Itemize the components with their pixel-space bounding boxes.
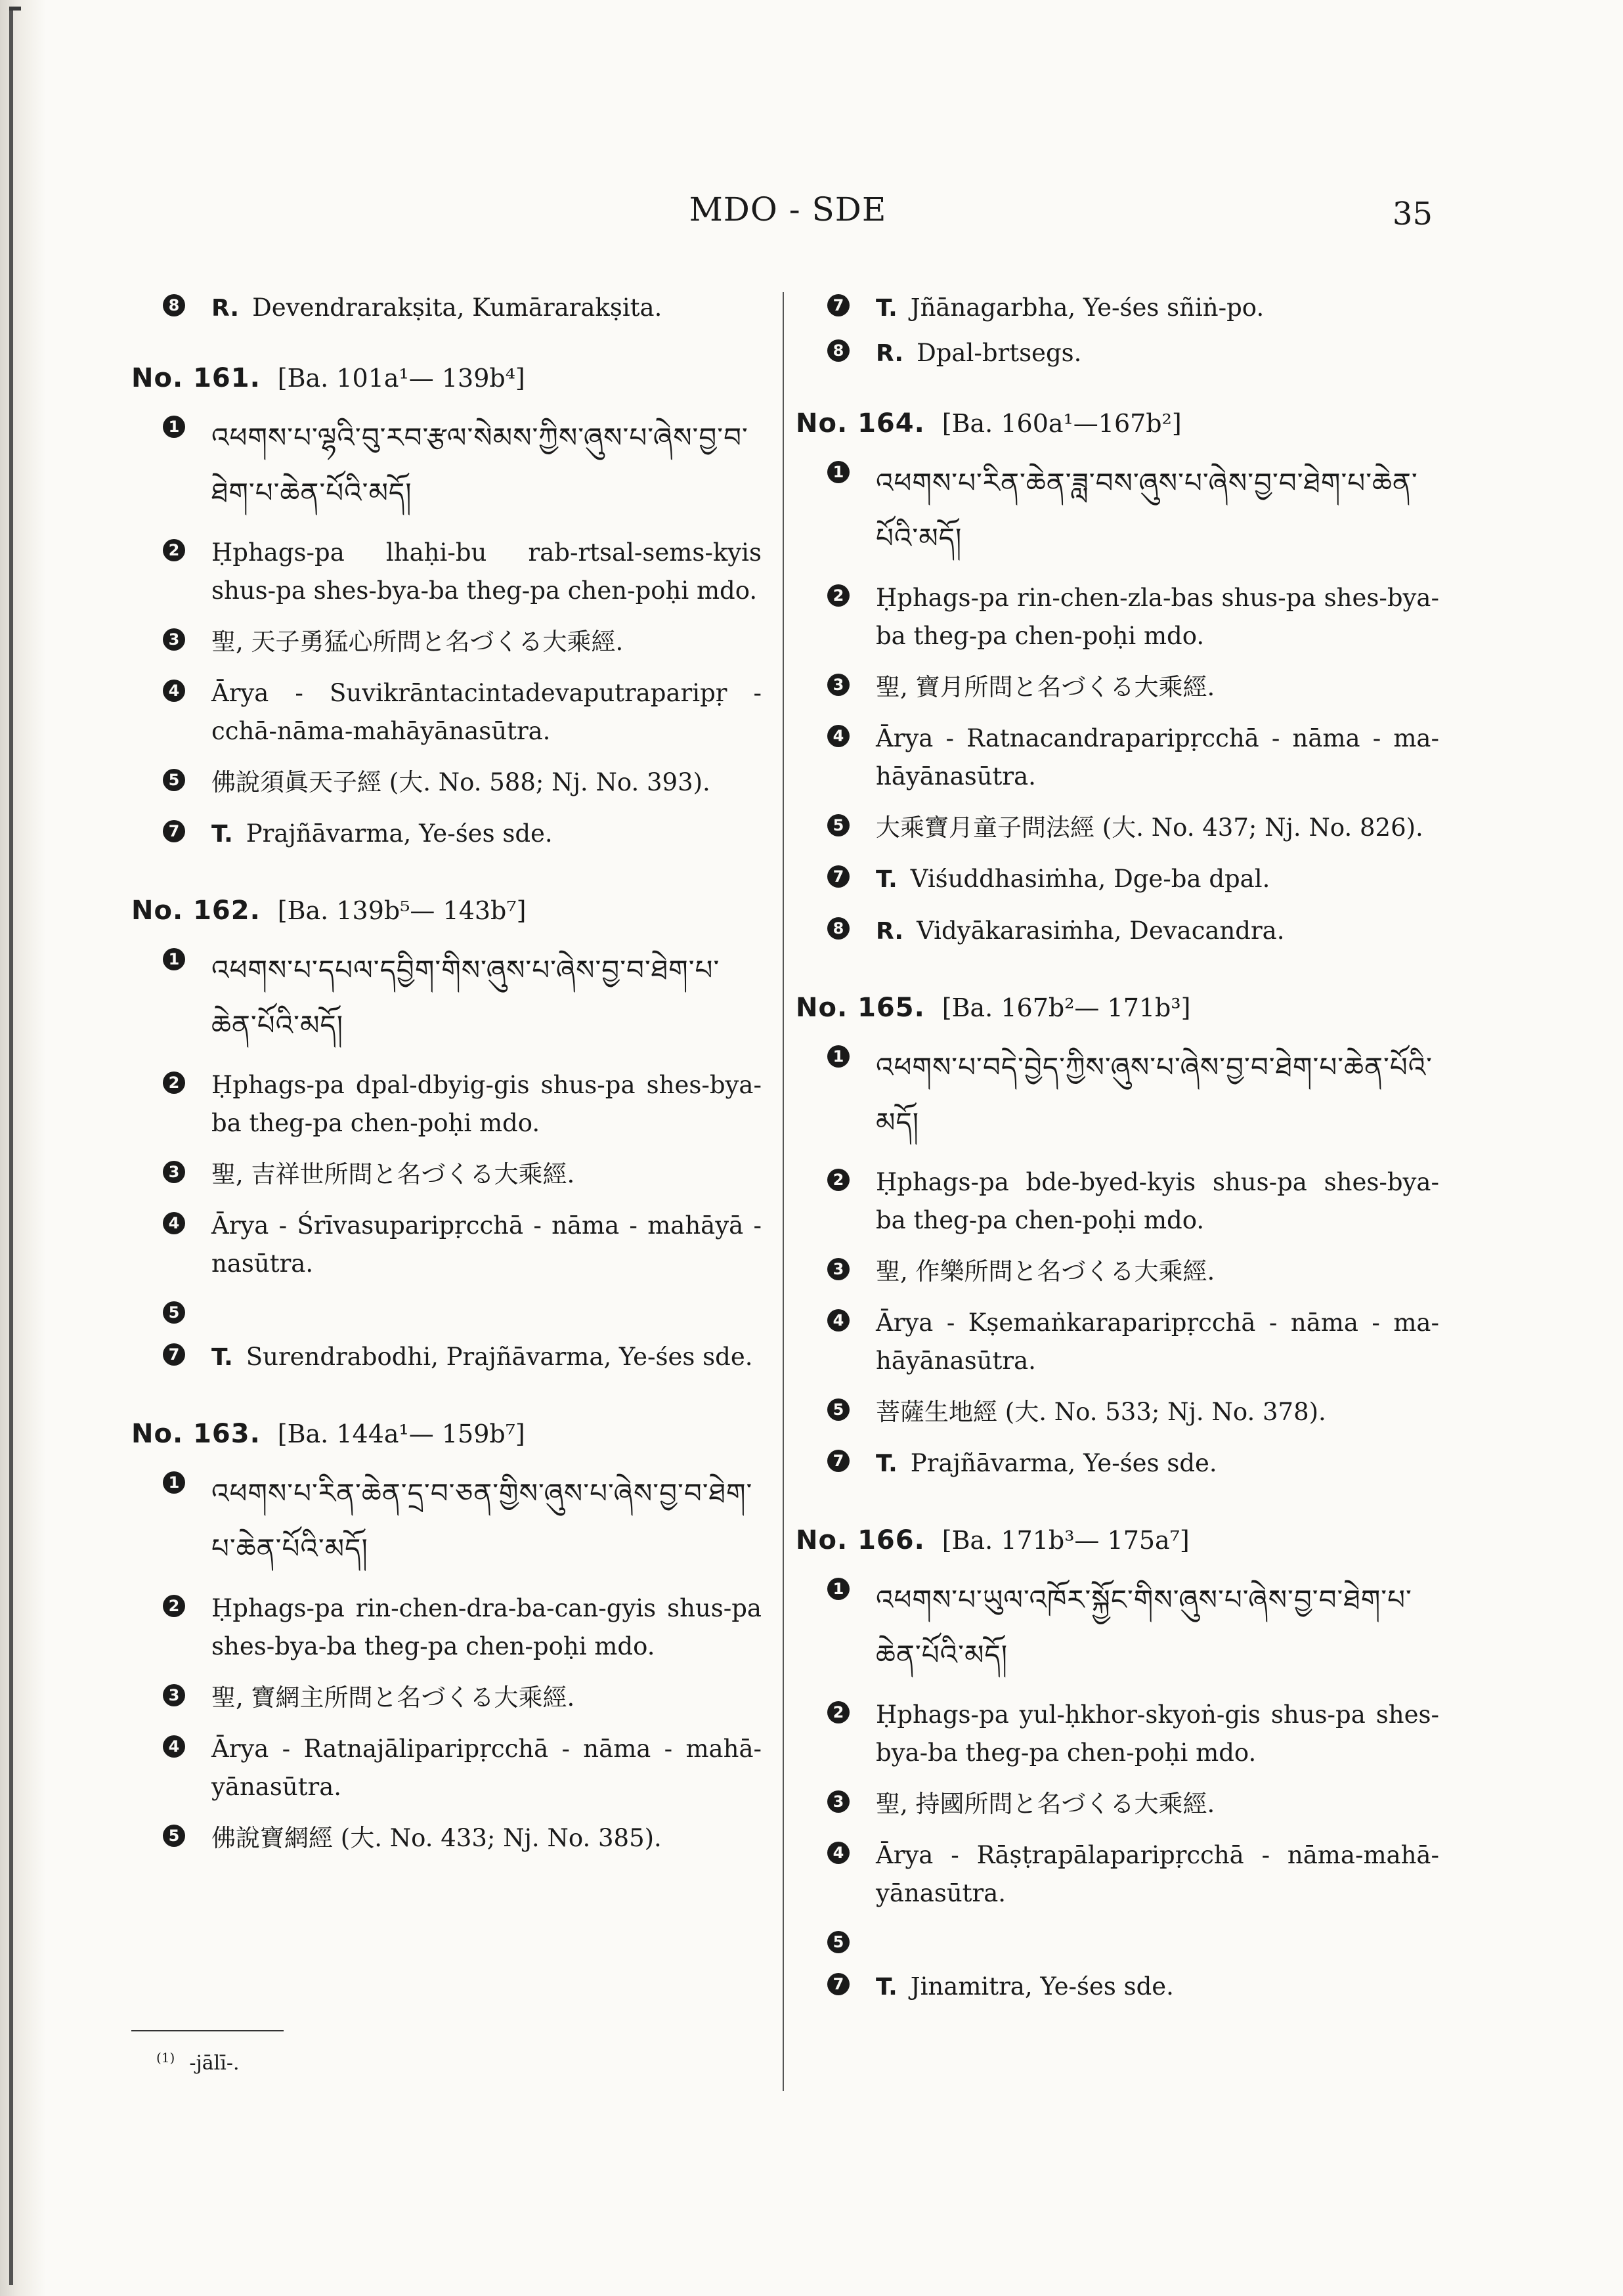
field-chinese-parallel <box>131 1296 762 1325</box>
field-translators <box>796 1444 1439 1483</box>
entry-heading <box>796 408 1439 439</box>
entry-reference: [Ba. 171b³— 175a⁷] <box>941 1526 1190 1555</box>
translators: Viśuddhasiṁha, Dge-ba dpal. <box>910 865 1270 893</box>
field-chinese-parallel <box>131 764 762 802</box>
field-transliteration <box>796 1163 1439 1240</box>
sanskrit-title: Ārya - Ratnajāliparipṛcchā - nāma - mahā- yānasūtra. <box>211 1735 762 1801</box>
field-number-5: 5 <box>827 814 850 836</box>
field-text: Jñānagarbha, Ye-śes sñiṅ-po. <box>910 293 1265 322</box>
field-number-1: 1 <box>163 1471 185 1494</box>
scan-corner-mark <box>9 7 21 11</box>
field-japanese-title <box>796 668 1439 706</box>
column-divider <box>783 292 784 2091</box>
field-number-2: 2 <box>827 1701 850 1723</box>
field-number-2: 2 <box>163 1072 185 1094</box>
transliteration: Ḥphags-pa yul-ḥkhor-skyoṅ-gis shus-pa shes-bya-ba theg-pa chen-poḥi mdo. <box>876 1700 1439 1767</box>
translators: Prajñāvarma, Ye-śes sde. <box>910 1449 1217 1477</box>
field-label: T. <box>876 1450 898 1477</box>
entry-163 <box>131 1419 762 1857</box>
field-number-4: 4 <box>163 680 185 702</box>
field-number-5: 5 <box>163 1301 185 1324</box>
entry-heading <box>796 993 1439 1023</box>
footnote-text: -jālī-. <box>189 2052 240 2075</box>
entry-164 <box>796 408 1439 951</box>
entry-number: No. 161. <box>131 363 261 393</box>
field-japanese-title <box>796 1785 1439 1823</box>
field-japanese-title <box>796 1253 1439 1291</box>
field-tibetan-title <box>796 456 1439 566</box>
field-label: R. <box>211 295 240 322</box>
sanskrit-title: Ārya - Śrīvasuparipṛcchā - nāma - mahāyā - nasūtra. <box>211 1211 762 1278</box>
field-number-3: 3 <box>163 628 185 651</box>
japanese-title: 聖, 寶月所問と名づくる大乘經. <box>876 673 1215 701</box>
japanese-title: 聖, 天子勇猛心所問と名づくる大乘經. <box>211 628 624 656</box>
chinese-parallel: 佛說須眞天子經 (大. No. 588; Nj. No. 393). <box>211 768 710 796</box>
transliteration: Ḥphags-pa rin-chen-zla-bas shus-pa shes-bya-ba theg-pa chen-poḥi mdo. <box>876 584 1439 650</box>
sanskrit-title: Ārya - Kṣemaṅkaraparipṛcchā - nāma - ma- hāyānasūtra. <box>876 1309 1439 1375</box>
tibetan-title: འཕགས་པ་རིན་ཆེན་དྲ་བ་ཅན་གྱིས་ཞུས་པ་ཞེས་བྱ་བ་ཐེག་པ་ཆེན་པོའི་མདོ། <box>211 1477 753 1565</box>
field-number-8: 8 <box>163 294 185 316</box>
field-label: T. <box>876 295 898 322</box>
revisers: Vidyākarasiṁha, Devacandra. <box>917 917 1285 945</box>
tibetan-title: འཕགས་པ་ཡུལ་འཁོར་སྐྱོང་གིས་ཞུས་པ་ཞེས་བྱ་བ་ཐེག་པ་ཆེན་པོའི་མདོ། <box>876 1584 1412 1671</box>
field-number-1: 1 <box>163 416 185 438</box>
field-chinese-parallel <box>131 1819 762 1857</box>
field-number-1: 1 <box>827 1045 850 1068</box>
field-japanese-title <box>131 1156 762 1194</box>
translators: Jinamitra, Ye-śes sde. <box>910 1972 1174 2001</box>
field-translators <box>131 815 762 854</box>
japanese-title: 聖, 寶網主所問と名づくる大乘經. <box>211 1683 575 1712</box>
field-chinese-parallel <box>796 1926 1439 1955</box>
entry-heading <box>131 363 762 393</box>
continuation-field-7 <box>796 289 1439 328</box>
entry-heading <box>131 896 762 926</box>
field-chinese-parallel <box>796 809 1439 847</box>
field-sanskrit-title <box>131 1207 762 1283</box>
field-number-4: 4 <box>827 725 850 747</box>
field-number-7: 7 <box>827 1450 850 1472</box>
field-tibetan-title <box>796 1040 1439 1150</box>
field-label: R. <box>876 918 904 945</box>
entry-number: No. 166. <box>796 1525 925 1555</box>
tibetan-title: འཕགས་པ་རིན་ཆེན་ཟླ་བས་ཞུས་པ་ཞེས་བྱ་བ་ཐེག་པ་ཆེན་པོའི་མདོ། <box>876 467 1418 554</box>
field-number-7: 7 <box>163 1343 185 1366</box>
entry-reference: [Ba. 139b⁵— 143b⁷] <box>277 896 527 925</box>
entry-166 <box>796 1525 1439 2006</box>
chinese-parallel: 大乘寶月童子問法經 (大. No. 437; Nj. No. 826). <box>876 813 1423 842</box>
field-label: T. <box>211 1344 233 1371</box>
field-sanskrit-title <box>131 1730 762 1806</box>
field-transliteration <box>796 579 1439 655</box>
page-number: 35 <box>1392 196 1433 232</box>
field-number-1: 1 <box>163 948 185 970</box>
scan-margin-line <box>9 7 13 2285</box>
field-tibetan-title <box>131 1466 762 1576</box>
field-number-3: 3 <box>827 674 850 696</box>
field-number-5: 5 <box>163 769 185 791</box>
field-transliteration <box>131 534 762 610</box>
field-tibetan-title <box>131 943 762 1053</box>
field-number-4: 4 <box>827 1842 850 1864</box>
field-revisers <box>796 912 1439 951</box>
entry-reference: [Ba. 101a¹— 139b⁴] <box>277 364 525 393</box>
entry-number: No. 164. <box>796 408 925 439</box>
field-sanskrit-title <box>796 1304 1439 1380</box>
field-tibetan-title <box>131 410 762 521</box>
page-header <box>131 190 1444 243</box>
field-number-7: 7 <box>827 865 850 888</box>
entry-reference: [Ba. 160a¹—167b²] <box>941 409 1182 438</box>
entry-number: No. 163. <box>131 1419 261 1449</box>
continuation-field-8 <box>796 334 1439 373</box>
footnote-rule <box>131 2030 284 2031</box>
field-text: Devendrarakṣita, Kumārarakṣita. <box>252 293 662 322</box>
footnote <box>156 2050 240 2075</box>
japanese-title: 聖, 作樂所問と名づくる大乘經. <box>876 1257 1215 1286</box>
sanskrit-title: Ārya - Suvikrāntacintadevaputraparipṛ - cchā-nāma-mahāyānasūtra. <box>211 679 762 745</box>
field-sanskrit-title <box>796 1836 1439 1913</box>
field-label: R. <box>876 340 904 367</box>
field-number-5: 5 <box>827 1398 850 1421</box>
transliteration: Ḥphags-pa lhaḥi-bu rab-rtsal-sems-kyis shus-pa shes-bya-ba theg-pa chen-poḥi mdo. <box>211 538 762 605</box>
field-number-2: 2 <box>827 584 850 607</box>
chinese-parallel: 菩薩生地經 (大. No. 533; Nj. No. 378). <box>876 1398 1326 1426</box>
translators: Prajñāvarma, Ye-śes sde. <box>246 819 553 848</box>
field-number-5: 5 <box>163 1825 185 1847</box>
sanskrit-title: Ārya - Rāṣṭrapālaparipṛcchā - nāma-mahā- yānasūtra. <box>876 1841 1439 1907</box>
field-translators <box>796 1968 1439 2006</box>
transliteration: Ḥphags-pa rin-chen-dra-ba-can-gyis shus-pa shes-bya-ba theg-pa chen-poḥi mdo. <box>211 1594 762 1660</box>
field-tibetan-title <box>796 1572 1439 1683</box>
chinese-parallel: 佛說寶網經 (大. No. 433; Nj. No. 385). <box>211 1824 662 1852</box>
entry-165 <box>796 993 1439 1483</box>
field-number-4: 4 <box>163 1735 185 1758</box>
continuation-field-8 <box>131 289 762 328</box>
field-number-3: 3 <box>163 1161 185 1183</box>
left-column <box>131 289 762 1899</box>
field-number-8: 8 <box>827 339 850 362</box>
field-number-4: 4 <box>827 1309 850 1332</box>
field-number-4: 4 <box>163 1212 185 1234</box>
field-transliteration <box>131 1590 762 1666</box>
field-sanskrit-title <box>796 720 1439 796</box>
field-number-8: 8 <box>827 917 850 940</box>
tibetan-title: འཕགས་པ་ལྷའི་བུ་རབ་རྩལ་སེམས་ཀྱིས་ཞུས་པ་ཞེས་བྱ་བ་ཐེག་པ་ཆེན་པོའི་མདོ། <box>211 422 748 509</box>
field-transliteration <box>796 1696 1439 1772</box>
field-number-7: 7 <box>163 820 185 842</box>
japanese-title: 聖, 持國所問と名づくる大乘經. <box>876 1790 1215 1818</box>
field-number-7: 7 <box>827 1973 850 1995</box>
field-number-7: 7 <box>827 294 850 316</box>
field-label: T. <box>211 821 233 848</box>
translators: Surendrabodhi, Prajñāvarma, Ye-śes sde. <box>246 1343 753 1371</box>
field-number-3: 3 <box>827 1790 850 1813</box>
running-title: MDO - SDE <box>689 190 887 228</box>
field-number-5: 5 <box>827 1931 850 1953</box>
entry-heading <box>131 1419 762 1449</box>
field-label: T. <box>876 1974 898 2001</box>
tibetan-title: འཕགས་པ་དཔལ་དབྱིག་གིས་ཞུས་པ་ཞེས་བྱ་བ་ཐེག་པ་ཆེན་པོའི་མདོ། <box>211 954 720 1041</box>
field-japanese-title <box>131 1679 762 1717</box>
field-translators <box>796 860 1439 899</box>
field-label: T. <box>876 866 898 893</box>
entry-162 <box>131 896 762 1377</box>
entry-161 <box>131 363 762 854</box>
transliteration: Ḥphags-pa dpal-dbyig-gis shus-pa shes-bya-ba theg-pa chen-poḥi mdo. <box>211 1071 762 1137</box>
japanese-title: 聖, 吉祥世所問と名づくる大乘經. <box>211 1160 575 1188</box>
field-number-2: 2 <box>827 1169 850 1191</box>
field-number-1: 1 <box>827 461 850 483</box>
field-number-3: 3 <box>827 1258 850 1280</box>
sanskrit-title: Ārya - Ratnacandraparipṛcchā - nāma - ma- hāyānasūtra. <box>876 724 1439 791</box>
scan-edge <box>0 0 46 2296</box>
field-sanskrit-title <box>131 674 762 750</box>
entry-number: No. 165. <box>796 993 925 1023</box>
right-column <box>796 289 1439 2048</box>
footnote-mark: (1) <box>156 2050 175 2066</box>
entry-number: No. 162. <box>131 896 261 926</box>
field-number-3: 3 <box>163 1684 185 1706</box>
tibetan-title: འཕགས་པ་བདེ་བྱེད་ཀྱིས་ཞུས་པ་ཞེས་བྱ་བ་ཐེག་པ་ཆེན་པོའི་མདོ། <box>876 1051 1433 1138</box>
entry-reference: [Ba. 167b²— 171b³] <box>941 993 1191 1022</box>
field-number-2: 2 <box>163 1595 185 1617</box>
field-transliteration <box>131 1066 762 1142</box>
field-chinese-parallel <box>796 1393 1439 1431</box>
entry-heading <box>796 1525 1439 1555</box>
field-text: Dpal-brtsegs. <box>917 339 1082 367</box>
field-number-2: 2 <box>163 539 185 561</box>
entry-reference: [Ba. 144a¹— 159b⁷] <box>277 1419 525 1448</box>
field-number-1: 1 <box>827 1578 850 1600</box>
field-japanese-title <box>131 623 762 661</box>
field-translators <box>131 1338 762 1377</box>
transliteration: Ḥphags-pa bde-byed-kyis shus-pa shes-bya-ba theg-pa chen-poḥi mdo. <box>876 1168 1439 1234</box>
